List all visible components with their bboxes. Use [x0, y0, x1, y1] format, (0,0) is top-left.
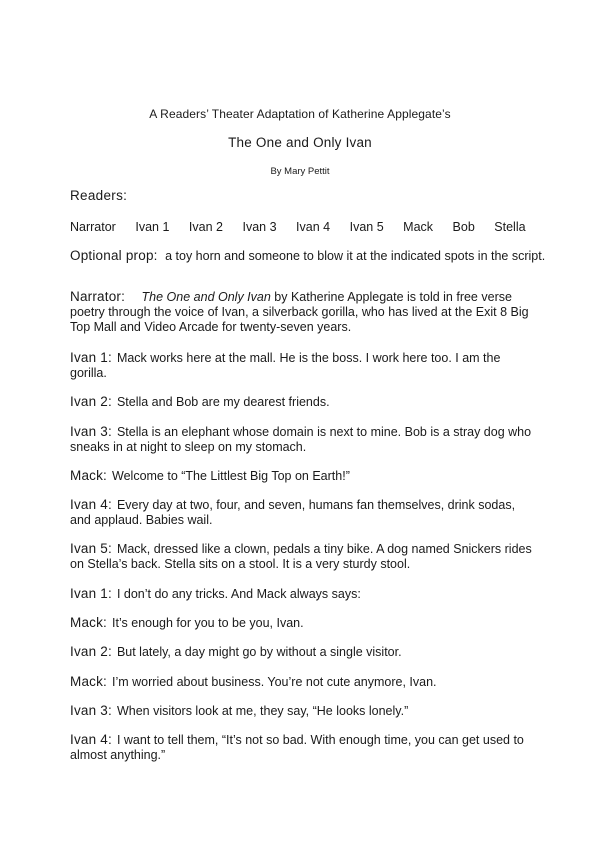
- script-line: [70, 394, 538, 410]
- reader-item: Ivan 1: [135, 220, 170, 234]
- book-title: The One and Only Ivan: [141, 290, 271, 304]
- optional-prop-text: a toy horn and someone to blow it at the indicated spots in the script.: [165, 249, 546, 263]
- reader-item: Narrator: [70, 220, 116, 234]
- line-text: But lately, a day might go by without a single visitor.: [116, 645, 402, 660]
- speaker-label: Narrator:: [70, 289, 126, 304]
- line-text: Stella is an elephant whose domain is next to mine. Bob is a stray dog who sneaks in at night to sleep on my stomach.: [70, 424, 532, 454]
- script-line: [70, 424, 538, 455]
- line-text: I want to tell them, “It’s not so bad. With enough time, you can get used to almost anything.”: [70, 733, 524, 763]
- script-body: [70, 289, 538, 777]
- reader-item: Ivan 4: [296, 220, 331, 234]
- speaker-label: Ivan 3:: [70, 423, 112, 439]
- line-text: by Katherine Applegate is told in free verse poetry through the voice of Ivan, a silverback gorilla, who has lived at the Exit 8 Big Top Mall and Video Arcade for twenty-seven years.: [70, 290, 529, 334]
- speaker-label: Ivan 5:: [70, 541, 112, 557]
- reader-item: Bob: [452, 220, 475, 234]
- line-text: Welcome to “The Littlest Big Top on Earth!”: [112, 468, 350, 483]
- line-text: Every day at two, four, and seven, humans fan themselves, drink sodas, and applaud. Babies wail.: [70, 498, 516, 528]
- line-text: It’s enough for you to be you, Ivan.: [112, 616, 304, 631]
- author-byline: By Mary Pettit: [270, 166, 330, 177]
- script-line: [70, 703, 538, 719]
- script-line: [70, 468, 538, 484]
- play-title: The One and Only Ivan: [228, 135, 372, 150]
- speaker-label: Ivan 4:: [70, 732, 112, 748]
- script-line: [70, 674, 538, 690]
- speaker-label: Mack:: [70, 467, 108, 483]
- script-line-narrator: [70, 289, 538, 335]
- adaptation-subtitle: A Readers’ Theater Adaptation of Katherine Applegate’s: [149, 107, 451, 121]
- script-line: [70, 615, 538, 631]
- speaker-label: Mack:: [70, 673, 108, 689]
- reader-item: Ivan 5: [349, 220, 384, 234]
- speaker-label: Ivan 2:: [70, 394, 112, 410]
- reader-item: Ivan 2: [188, 220, 223, 234]
- speaker-label: Ivan 3:: [70, 702, 112, 718]
- line-text: I’m worried about business. You’re not cute anymore, Ivan.: [112, 674, 437, 689]
- optional-prop-note: [70, 248, 550, 263]
- speaker-label: Ivan 2:: [70, 644, 112, 660]
- reader-item: Mack: [403, 220, 434, 234]
- line-text: When visitors look at me, they say, “He looks lonely.”: [116, 703, 409, 718]
- script-line: [70, 586, 538, 602]
- script-line: [70, 732, 538, 763]
- speaker-label: Ivan 4:: [70, 497, 112, 513]
- reader-item: Ivan 3: [242, 220, 277, 234]
- script-line: [70, 350, 538, 381]
- speaker-label: Mack:: [70, 615, 108, 631]
- reader-item: Stella: [494, 220, 526, 234]
- readers-list: [70, 220, 545, 234]
- speaker-label: Ivan 1:: [70, 585, 112, 601]
- line-text: I don’t do any tricks. And Mack always says:: [116, 586, 361, 601]
- readers-heading: Readers:: [70, 188, 128, 203]
- line-text: Mack, dressed like a clown, pedals a tiny bike. A dog named Snickers rides on Stella’s back. Stella sits on a stool. It is a very sturdy stool.: [70, 542, 532, 572]
- line-text: Mack works here at the mall. He is the boss. I work here too. I am the gorilla.: [70, 351, 501, 380]
- script-line: [70, 541, 538, 572]
- script-line: [70, 497, 538, 528]
- optional-prop-label: Optional prop:: [70, 248, 158, 263]
- line-text: Stella and Bob are my dearest friends.: [116, 395, 330, 410]
- script-line: [70, 644, 538, 660]
- speaker-label: Ivan 1:: [70, 350, 112, 365]
